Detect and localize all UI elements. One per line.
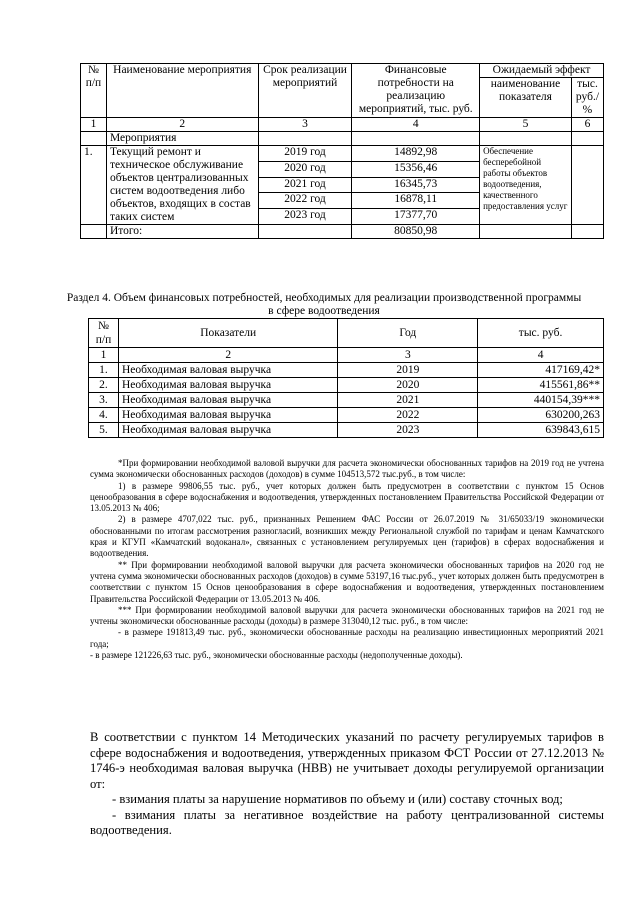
header-indicator: Показатели [118, 319, 338, 348]
total-label: Итого: [106, 225, 258, 239]
table-row [89, 363, 604, 378]
footnote: *** При формировании необходимой валовой выручки для расчета экономически обоснованных тарифов на 2021 год не учтены экономически обоснованные расходы (доходы) в размере 313040,12 тыс. руб., в том числе: [90, 604, 604, 627]
header-num: № п/п [81, 64, 107, 118]
item-amount: 16878,11 [352, 193, 480, 209]
footnotes [90, 458, 604, 661]
row-year: 2020 [338, 378, 478, 393]
row-value: 440154,39*** [478, 393, 604, 408]
header-finance: Финансовые потребности на реализацию мероприятий, тыс. руб. [352, 64, 480, 118]
col-number: 5 [480, 118, 572, 132]
closing-paragraph: В соответствии с пунктом 14 Методических указаний по расчету регулируемых тарифов в сфере водоснабжения и водоотведения, утвержденных приказом ФСТ России от 27.12.2013 № 1746-э необходимая валовая выручка (НВВ) не учитывает доходы регулируемой организации от: [90, 730, 604, 791]
row-value: 415561,86** [478, 378, 604, 393]
row-indicator: Необходимая валовая выручка [118, 393, 338, 408]
item-year: 2021 год [258, 177, 352, 193]
row-value: 630200,263 [478, 408, 604, 423]
row-num: 4. [89, 408, 119, 423]
item-year: 2023 год [258, 209, 352, 225]
footnote: - в размере 121226,63 тыс. руб., экономически обоснованные расходы (недополученные доходы). [90, 650, 463, 661]
row-num: 2. [89, 378, 119, 393]
header-term: Срок реализации мероприятий [258, 64, 352, 118]
col-number: 2 [118, 348, 338, 363]
col-number: 3 [338, 348, 478, 363]
row-indicator: Необходимая валовая выручка [118, 378, 338, 393]
item-amount: 14892,98 [352, 146, 480, 162]
footnote: - в размере 191813,49 тыс. руб., экономически обоснованные расходы на реализацию инвестиционных мероприятий 2021 года; [90, 627, 604, 649]
col-number: 4 [478, 348, 604, 363]
total-value: 80850,98 [352, 225, 480, 239]
footnote: 2) в размере 4707,022 тыс. руб., признанных Решением ФАС России от 26.07.2019 № 31/65033/19 экономически обоснованными по итогам рассмотрения разногласий, возникших между Региональной службой по тарифам и ценам Камчатского края и КГУП «Камчатский водоканал», связанных с установлением регулируемых цен (тарифов) в сферах водоснабжения и водоотведения. [90, 514, 604, 559]
closing-text [90, 730, 604, 839]
col-number: 4 [352, 118, 480, 132]
section4-title: Раздел 4. Объем финансовых потребностей, необходимых для реализации производственной программы в сфере водоотведения [66, 292, 582, 317]
row-indicator: Необходимая валовая выручка [118, 423, 338, 438]
col-number: 2 [106, 118, 258, 132]
footnote: *При формировании необходимой валовой выручки для расчета экономически обоснованных тарифов на 2019 год не учтена сумма экономически обоснованных расходов (доходов) в сумме 104513,572 тыс.руб., в том числе: [90, 458, 604, 480]
financial-needs-table [88, 318, 604, 438]
item-amount: 16345,73 [352, 177, 480, 193]
col-number: 6 [571, 118, 603, 132]
section-label: Мероприятия [106, 132, 258, 146]
table-row [89, 408, 604, 423]
col-number: 3 [258, 118, 352, 132]
header-year: Год [338, 319, 478, 348]
item-amount: 15356,46 [352, 161, 480, 177]
row-indicator: Необходимая валовая выручка [118, 408, 338, 423]
header-effect-name: наименование показателя [480, 78, 572, 118]
item-num: 1. [81, 146, 107, 225]
row-indicator: Необходимая валовая выручка [118, 363, 338, 378]
header-value: тыс. руб. [478, 319, 604, 348]
row-year: 2022 [338, 408, 478, 423]
table-row [89, 378, 604, 393]
row-value: 417169,42* [478, 363, 604, 378]
row-num: 3. [89, 393, 119, 408]
closing-list-item: - взимания платы за негативное воздействие на работу централизованной системы водоотведения. [90, 807, 604, 837]
activities-table [80, 63, 604, 239]
footnote: ** При формировании необходимой валовой выручки для расчета экономически обоснованных тарифов на 2020 год не учтена сумма экономически обоснованных расходов (доходов) в сумме 53197,16 тыс.руб., учет которых должен быть предусмотрен в соответствии с пунктом 15 Основ ценообразования в сфере водоснабжения и водоотведения, утвержденных постановлением Правительства Российской Федерации от 13.05.2013 № 406. [90, 559, 604, 604]
item-name: Текущий ремонт и техническое обслуживание объектов централизованных систем водоотведения либо объектов, входящих в состав таких систем [106, 146, 258, 225]
header-num: № п/п [89, 319, 119, 348]
closing-list-item: - взимания платы за нарушение нормативов по объему и (или) составу сточных вод; [112, 792, 563, 806]
col-number: 1 [81, 118, 107, 132]
row-num: 1. [89, 363, 119, 378]
table-row [89, 423, 604, 438]
row-num: 5. [89, 423, 119, 438]
item-year: 2019 год [258, 146, 352, 162]
item-year: 2020 год [258, 161, 352, 177]
row-year: 2021 [338, 393, 478, 408]
row-year: 2023 [338, 423, 478, 438]
header-effect-unit: тыс. руб./ % [571, 78, 603, 118]
footnote: 1) в размере 99806,55 тыс. руб., учет которых должен быть предусмотрен в соответствии с пунктом 15 Основ ценообразования в сфере водоснабжения и водоотведения, утвержденных постановлением Правительства Российской Федерации от 13.05.2013 № 406; [90, 480, 604, 514]
header-effect: Ожидаемый эффект [480, 64, 604, 78]
row-value: 639843,615 [478, 423, 604, 438]
item-year: 2022 год [258, 193, 352, 209]
table-row [89, 393, 604, 408]
item-amount: 17377,70 [352, 209, 480, 225]
header-name: Наименование мероприятия [106, 64, 258, 118]
col-number: 1 [89, 348, 119, 363]
item-effect: Обеспечение бесперебойной работы объектов водоотведения, качественного предоставления услуг [480, 146, 572, 225]
row-year: 2019 [338, 363, 478, 378]
